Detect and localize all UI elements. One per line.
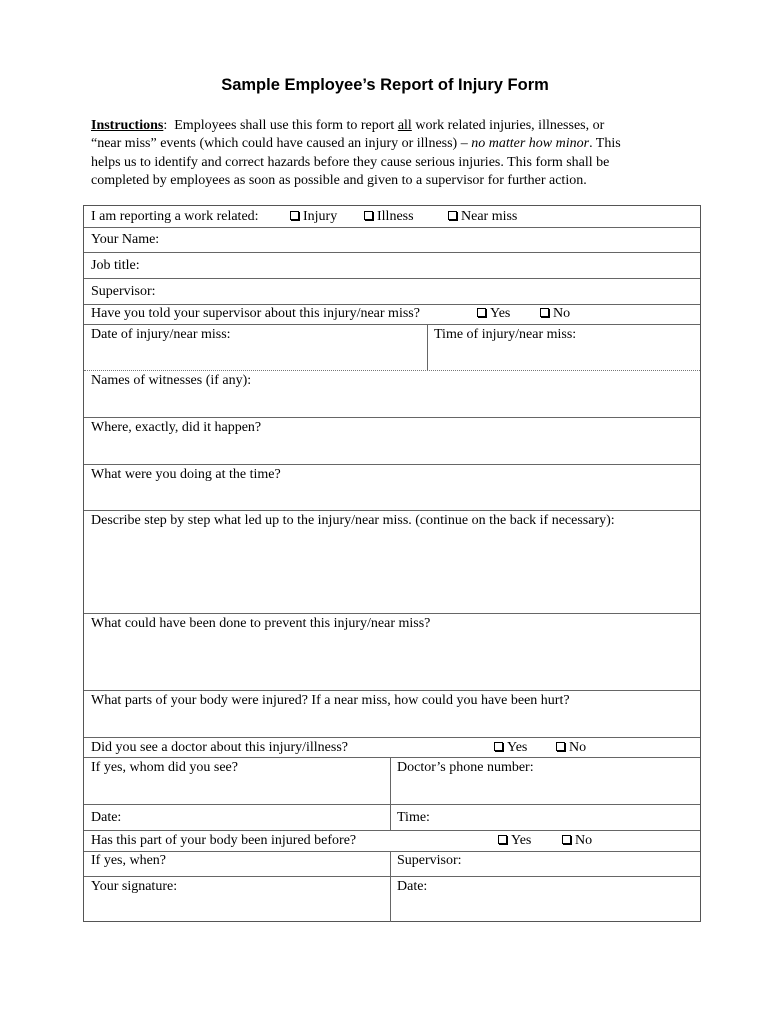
if-yes-when-field[interactable]: If yes, when? — [91, 853, 167, 868]
page-title: Sample Employee’s Report of Injury Form — [221, 76, 549, 94]
row-divider — [84, 690, 700, 691]
reporting-label: I am reporting a work related: — [91, 209, 259, 224]
prevent-field[interactable]: What could have been done to prevent this injury/near miss? — [91, 616, 431, 631]
supervisor-2-field[interactable]: Supervisor: — [397, 853, 462, 868]
checkbox-near-miss[interactable] — [448, 211, 457, 220]
instructions-line4: completed by employees as soon as possible and given to a supervisor for further action. — [91, 173, 587, 189]
date-field[interactable]: Date: — [91, 810, 122, 825]
row-divider — [84, 830, 700, 831]
checkbox-illness[interactable] — [364, 211, 373, 220]
near-miss-option[interactable] — [448, 209, 517, 225]
row-divider — [84, 737, 700, 738]
checkbox-yes[interactable] — [494, 742, 503, 751]
instructions-line1: Employees shall use this form to report — [174, 118, 398, 133]
instructions-line1-end: work related injuries, illnesses, or — [411, 118, 605, 133]
row-divider — [84, 278, 700, 279]
told-supervisor-no[interactable] — [540, 306, 570, 322]
checkbox-no[interactable] — [540, 308, 549, 317]
where-field[interactable]: Where, exactly, did it happen? — [91, 420, 262, 435]
checkbox-yes[interactable] — [498, 835, 507, 844]
checkbox-yes[interactable] — [477, 308, 486, 317]
checkbox-no[interactable] — [562, 835, 571, 844]
column-divider — [390, 851, 391, 922]
row-divider — [84, 370, 700, 371]
body-parts-field[interactable]: What parts of your body were injured? If a near miss, how could you have been hurt? — [91, 693, 570, 708]
row-divider — [84, 227, 700, 228]
injury-report-form — [83, 205, 701, 922]
signature-date-field[interactable]: Date: — [397, 879, 428, 894]
row-divider — [84, 510, 700, 511]
instructions-minor: no matter how minor — [471, 136, 590, 152]
injury-option[interactable] — [290, 209, 337, 225]
row-divider — [84, 757, 700, 758]
illness-option-label: Illness — [377, 209, 414, 224]
told-supervisor-yes[interactable] — [477, 306, 510, 322]
column-divider — [427, 324, 428, 370]
job-title-field[interactable]: Job title: — [91, 258, 140, 273]
yes-label: Yes — [490, 306, 511, 321]
time-of-injury-field[interactable]: Time of injury/near miss: — [434, 327, 577, 342]
time-field[interactable]: Time: — [397, 810, 430, 825]
instructions-label: Instructions — [91, 118, 164, 133]
see-doctor-label: Did you see a doctor about this injury/illness? — [91, 740, 349, 755]
see-doctor-no[interactable] — [556, 740, 586, 756]
checkbox-injury[interactable] — [290, 211, 299, 220]
doing-field[interactable]: What were you doing at the time? — [91, 467, 281, 482]
row-divider — [84, 464, 700, 465]
describe-field[interactable]: Describe step by step what led up to the injury/near miss. (continue on the back if necessary): — [91, 513, 615, 528]
injured-before-label: Has this part of your body been injured before? — [91, 833, 357, 848]
row-divider — [84, 324, 700, 325]
row-divider — [84, 804, 700, 805]
instructions-line3: helps us to identify and correct hazards before they cause serious injuries. This form shall be — [91, 154, 610, 170]
yes-label: Yes — [511, 833, 532, 848]
near-miss-option-label: Near miss — [461, 209, 518, 224]
row-divider — [84, 252, 700, 253]
injured-before-no[interactable] — [562, 833, 592, 849]
row-divider — [84, 613, 700, 614]
injury-option-label: Injury — [303, 209, 338, 224]
no-label: No — [575, 833, 593, 848]
checkbox-no[interactable] — [556, 742, 565, 751]
instructions-line2-end: . This — [589, 136, 621, 152]
injured-before-yes[interactable] — [498, 833, 531, 849]
see-doctor-yes[interactable] — [494, 740, 527, 756]
row-divider — [84, 304, 700, 305]
instructions-paragraph: Instructions: Employees shall use this form to report all work related injuries, illnesses, or “near miss” events (which could have caused an injury or illness) – no matter how minor. This helps us to identify and correct hazards before they cause serious injuries. This form shall be completed by employees as soon as possible and given to a supervisor for further action. — [91, 117, 681, 191]
instructions-line2: “near miss” events (which could have caused an injury or illness) – — [91, 136, 472, 152]
whom-field[interactable]: If yes, whom did you see? — [91, 760, 238, 775]
doctor-phone-field[interactable]: Doctor’s phone number: — [397, 760, 534, 775]
no-label: No — [569, 740, 587, 755]
no-label: No — [553, 306, 571, 321]
yes-label: Yes — [507, 740, 528, 755]
instructions-all: all — [397, 118, 412, 133]
witnesses-field[interactable]: Names of witnesses (if any): — [91, 373, 252, 388]
row-divider — [84, 876, 700, 877]
illness-option[interactable] — [364, 209, 414, 225]
signature-field[interactable]: Your signature: — [91, 879, 178, 894]
date-of-injury-field[interactable]: Date of injury/near miss: — [91, 327, 231, 342]
your-name-field[interactable]: Your Name: — [91, 232, 160, 247]
row-divider — [84, 417, 700, 418]
column-divider — [390, 757, 391, 830]
row-divider — [84, 851, 700, 852]
told-supervisor-label: Have you told your supervisor about this injury/near miss? — [91, 306, 420, 321]
supervisor-field[interactable]: Supervisor: — [91, 284, 156, 299]
